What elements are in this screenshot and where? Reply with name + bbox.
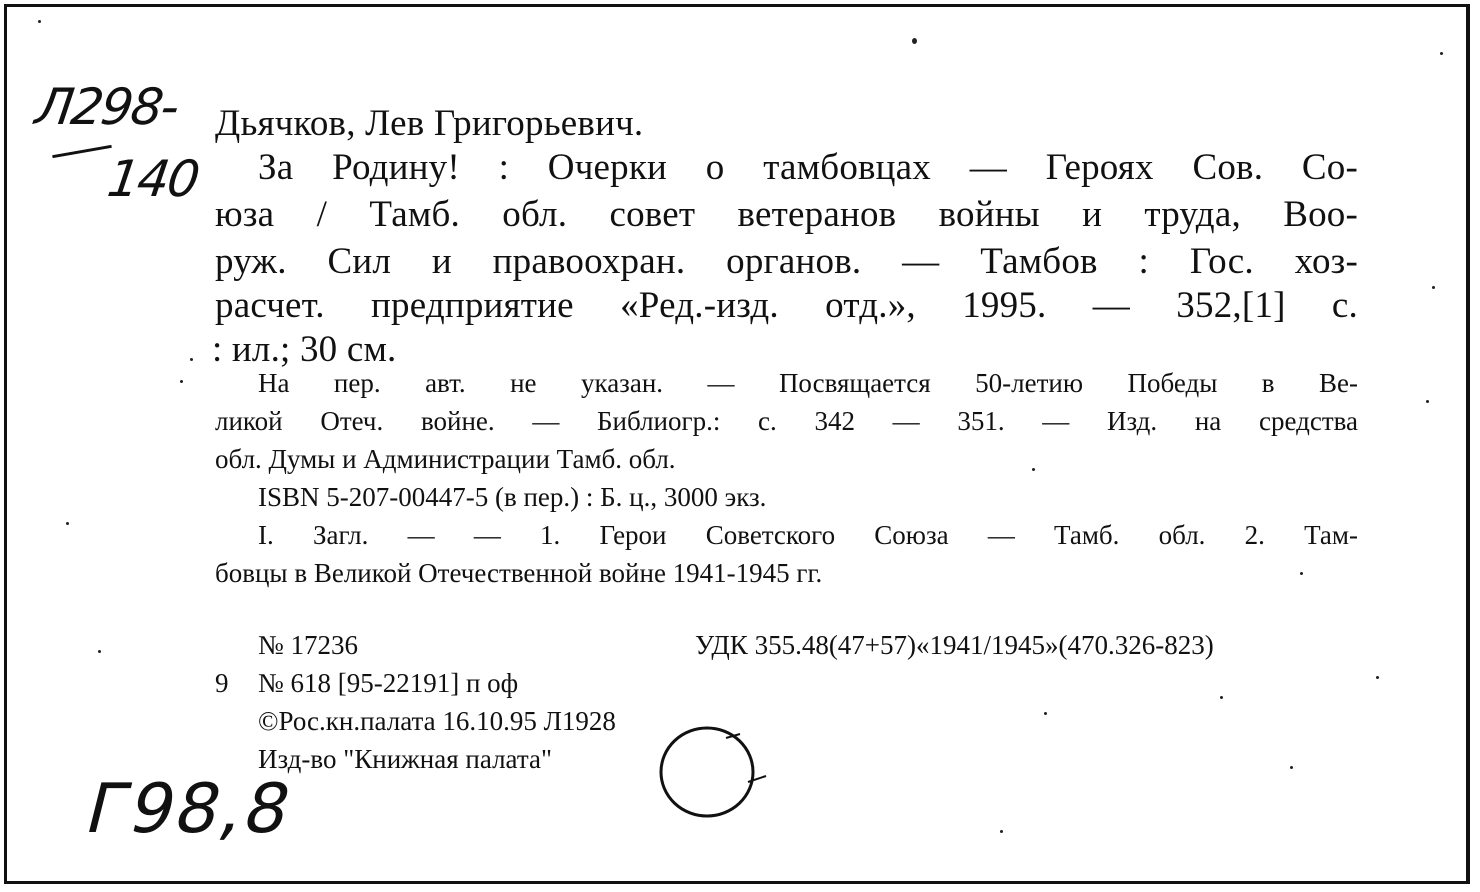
speck	[1426, 400, 1429, 403]
publisher-line: Изд-во "Книжная палата"	[258, 744, 552, 774]
udk-code: УДК 355.48(47+57)«1941/1945»(470.326-823)	[695, 630, 1214, 660]
stamp-circle	[640, 722, 780, 822]
title-line: руж. Сил и правоохран. органов. — Тамбов : Гос. хоз-	[215, 241, 1358, 282]
record-number: № 17236	[258, 630, 359, 660]
isbn-line: ISBN 5-207-00447-5 (в пер.) : Б. ц., 3000 экз.	[258, 482, 767, 512]
speck	[180, 380, 183, 383]
speck	[1432, 286, 1435, 289]
handwritten-shelfmark-top: Л298-	[31, 78, 182, 136]
order-number: № 618 [95-22191] п оф	[258, 668, 519, 698]
speck	[1220, 696, 1223, 699]
subject-line: бовцы в Великой Отечественной войне 1941-1945 гг.	[215, 558, 823, 588]
author-heading: Дьячков, Лев Григорьевич.	[215, 103, 644, 144]
note-line: обл. Думы и Администрации Тамб. обл.	[215, 444, 676, 474]
copyright-line: ©Рос.кн.палата 16.10.95 Л1928	[258, 706, 616, 736]
handwritten-shelfmark-bottom: 140	[103, 150, 202, 208]
subject-line: I. Загл. — — 1. Герои Советского Союза — Тамб. обл. 2. Там-	[258, 520, 1358, 550]
title-line: расчет. предприятие «Ред.-изд. отд.», 1995. — 352,[1] с.	[215, 285, 1358, 326]
title-line: За Родину! : Очерки о тамбовцах — Героях Сов. Со-	[258, 147, 1358, 188]
speck	[1044, 712, 1047, 715]
handwritten-shelfmark-lower: Г98,8	[78, 770, 301, 849]
note-line: На пер. авт. не указан. — Посвящается 50-летию Победы в Ве-	[258, 368, 1358, 398]
speck	[1440, 52, 1443, 55]
footer-digit: 9	[215, 668, 229, 698]
speck	[1000, 830, 1003, 833]
speck	[1376, 676, 1379, 679]
title-line: : ил.; 30 см.	[212, 329, 397, 370]
speck	[66, 522, 69, 525]
title-line: юза / Тамб. обл. совет ветеранов войны и труда, Воо-	[215, 194, 1358, 235]
speck	[190, 358, 193, 361]
speck	[38, 20, 41, 23]
speck	[1300, 572, 1303, 575]
note-line: ликой Отеч. войне. — Библиогр.: с. 342 — 351. — Изд. на средства	[215, 406, 1358, 436]
speck	[1032, 468, 1035, 471]
speck	[98, 650, 101, 653]
speck	[1290, 766, 1293, 769]
speck	[912, 38, 917, 44]
